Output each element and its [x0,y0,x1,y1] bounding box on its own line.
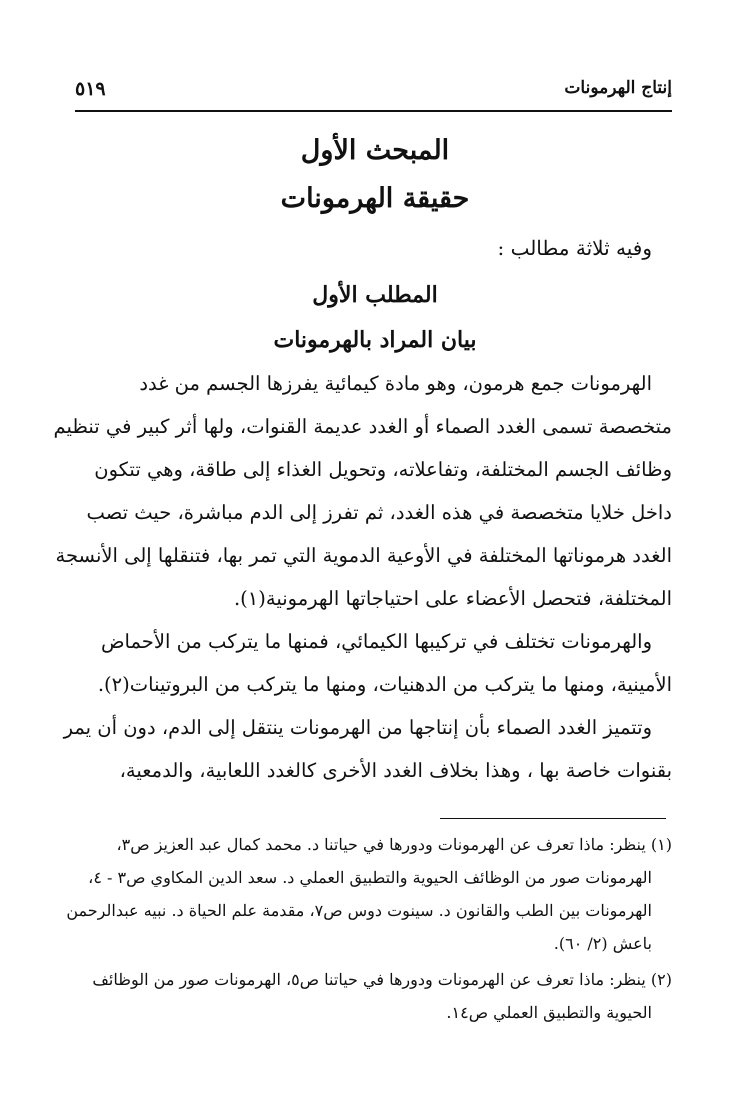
body-line: الأمينية، ومنها ما يتركب من الدهنيات، ومنها ما يتركب من البروتينات(٢). [97,673,672,696]
body-line: وتتميز الغدد الصماء بأن إنتاجها من الهرمونات ينتقل إلى الدم، دون أن يمر [63,716,652,739]
header-rule [75,110,672,112]
footnote-line: (٢) ينظر: ماذا تعرف عن الهرمونات ودورها في حياتنا ص٥، الهرمونات صور من الوظائف [92,970,672,989]
body-line: المختلفة، فتحصل الأعضاء على احتياجاتها الهرمونية(١). [233,587,672,610]
footnote-line: الهرمونات صور من الوظائف الحيوية والتطبيق العملي د. سعد الدين المكاوي ص٣ - ٤، [88,868,652,887]
body-line: الغدد هرموناتها المختلفة في الأوعية الدموية التي تمر بها، فتنقلها إلى الأنسجة [55,544,672,567]
section-title: حقيقة الهرمونات [280,183,470,214]
body-line: داخل خلايا متخصصة في هذه الغدد، ثم تفرز إلى الدم مباشرة، حيث تصب [86,501,672,524]
intro-line: وفيه ثلاثة مطالب : [497,236,652,260]
running-head-title: إنتاج الهرمونات [564,78,672,98]
body-line: وظائف الجسم المختلفة، وتفاعلاته، وتحويل الغذاء إلى طاقة، وهي تتكون [94,458,672,481]
section-heading: المبحث الأول [300,135,450,166]
footnote-line: باعش (٢/ ٦٠). [553,934,652,953]
body-line: والهرمونات تختلف في تركيبها الكيمائي، فمنها ما يتركب من الأحماض [100,630,652,653]
footnote-line: الحيوية والتطبيق العملي ص١٤. [446,1003,652,1022]
footnote-line: الهرمونات بين الطب والقانون د. سينوت دوس ص٧، مقدمة علم الحياة د. نبيه عبدالرحمن [66,901,652,920]
body-line: متخصصة تسمى الغدد الصماء أو الغدد عديمة القنوات، ولها أثر كبير في تنظيم [53,415,672,438]
subsection-title: بيان المراد بالهرمونات [273,327,477,353]
running-head [75,78,672,108]
body-line: بقنوات خاصة بها ، وهذا بخلاف الغدد الأخرى كالغدد اللعابية، والدمعية، [119,759,672,782]
page-number: ٥١٩ [75,78,106,100]
subsection-heading: المطلب الأول [312,282,438,308]
footnote-line: (١) ينظر: ماذا تعرف عن الهرمونات ودورها في حياتنا د. محمد كمال عبد العزيز ص٣، [116,835,672,854]
body-line: الهرمونات جمع هرمون، وهو مادة كيمائية يفرزها الجسم من غدد [139,372,652,395]
footnote-rule [440,818,666,819]
